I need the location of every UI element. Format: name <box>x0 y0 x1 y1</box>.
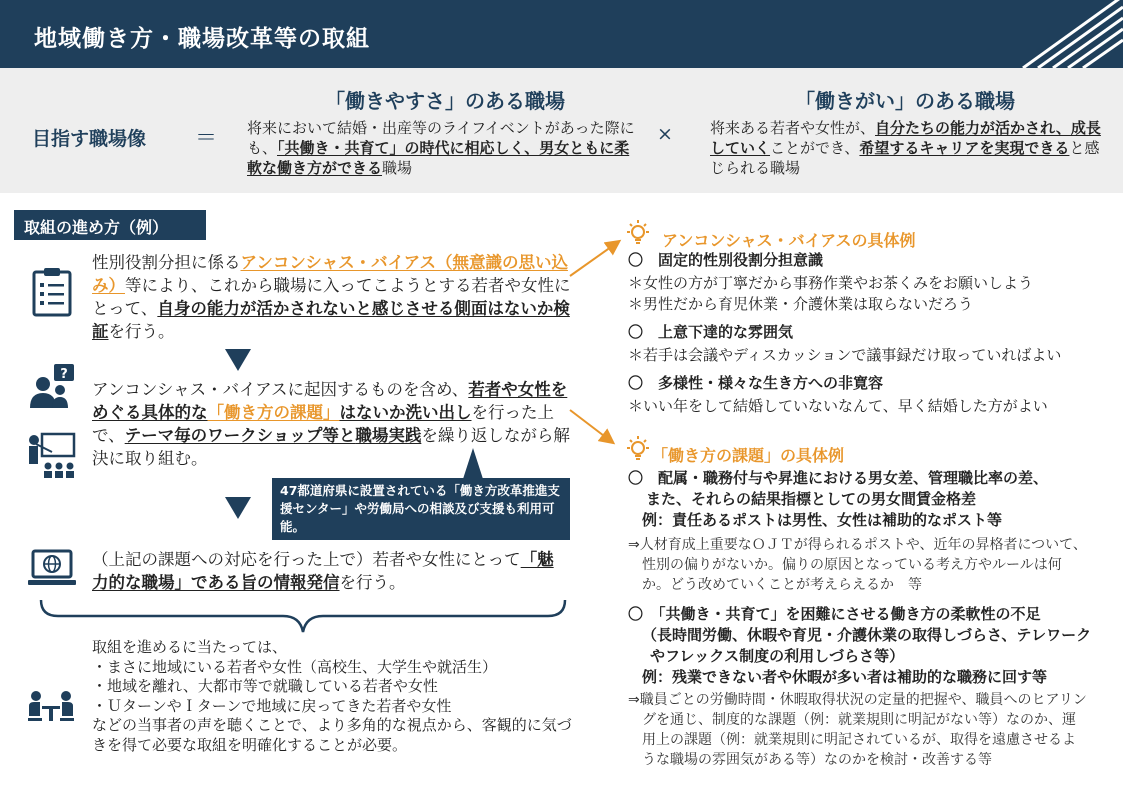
times-sign: × <box>657 123 673 145</box>
checklist-clipboard-icon <box>30 267 76 317</box>
callout-pointer <box>463 448 483 479</box>
issue-heading: 〇 「共働き・共育て」を困難にさせる働き方の柔軟性の不足 （長時間労働、休暇や育児・介護休業の取得しづらさ、テレワークやフレックス制度の利用しづらさ等） 例：残業できない者や休暇が多い者は補助的な職務に回す等 <box>628 605 1092 686</box>
considerations-note <box>92 638 572 755</box>
presentation-board-icon <box>26 432 76 478</box>
lightbulb-icon <box>624 435 652 463</box>
bias-group-heading: 〇 固定的性別役割分担意識 <box>628 251 824 269</box>
issue-note: ⇒職員ごとの労働時間・休暇取得状況の定量的把握や、職員へのヒアリングを通じ、制度的な課題（例：就業規則に明記がない等）なのか、運用上の課題（例：就業規則に明記されているが、取得を遠慮させるような職場の雰囲気がある等）なのかを検討・改善する等 <box>628 692 1087 768</box>
curly-brace <box>38 598 568 634</box>
flow-arrow-1 <box>225 349 251 371</box>
ease-heading: 「働きやすさ」のある職場 <box>325 89 565 113</box>
issue-examples-title: 「働き方の課題」の具体例 <box>652 446 845 465</box>
ease-description: 将来において結婚・出産等のライフイベントがあった際にも、「共働き・共育て」の時代に相応しく、男女ともに柔軟な働き方ができる職場 <box>247 119 635 177</box>
steps-label: 取組の進め方（例） <box>14 210 206 240</box>
bias-group-line: ＊女性の方が丁寧だから事務作業やお茶くみをお願いしよう <box>628 274 1034 292</box>
step1-text: 性別役割分担に係るアンコンシャス・バイアス（無意識の思い込み）等により、これから職場に入ってこようとする若者や女性にとって、自身の能力が活かされないと感じさせる側面はないか検証を行う。 <box>92 253 571 341</box>
svg-text:?: ? <box>60 367 68 382</box>
bias-group-line: ＊いい年をして結婚していないなんて、早く結婚した方がよい <box>628 397 1048 415</box>
laptop-globe-icon <box>27 549 77 589</box>
note-outro: などの当事者の声を聴くことで、より多角的な視点から、客観的に気づきを得て必要な取組を明確化することが必要。 <box>92 716 572 754</box>
lightbulb-icon <box>624 219 652 247</box>
rewarding-heading: 「働きがい」のある職場 <box>795 89 1015 113</box>
equals-sign: ＝ <box>195 126 218 151</box>
step2-text: アンコンシャス・バイアスに起因するものを含め、若者や女性をめぐる具体的な「働き方の課題」はないか洗い出しを行った上で、テーマ毎のワークショップ等と職場実践を繰り返しながら解決に取り組む。 <box>92 380 570 468</box>
note-intro: 取組を進めるに当たっては、 <box>92 638 288 656</box>
connector-arrows <box>568 236 628 450</box>
support-center-callout: 47都道府県に設置されている「働き方改革推進支援センター」や労働局への相談及び支援も利用可能。 <box>272 478 570 540</box>
bias-group-line: ＊若手は会議やディスカッションで議事録だけ取っていればよい <box>628 346 1062 364</box>
rewarding-description: 将来ある若者や女性が、自分たちの能力が活かされ、成長していくことができ、希望するキャリアを実現できると感じられる職場 <box>710 119 1101 177</box>
step3-text: （上記の課題への対応を行った上で）若者や女性にとって「魅力的な職場」である旨の情報発信を行う。 <box>92 550 554 592</box>
note-item: ・ＵターンやＩターンで地域に戻ってきた若者や女性 <box>92 696 452 715</box>
bias-group-line: ＊男性だから育児休業・介護休業は取らないだろう <box>628 295 974 313</box>
goal-band <box>0 68 1123 193</box>
bias-examples-title: アンコンシャス・バイアスの具体例 <box>662 231 916 250</box>
issue-note: ⇒人材育成上重要なＯＪＴが得られるポストや、近年の昇格者について、性別の偏りがないか。偏りの原因となっている考え方やルールは何か。どう改めていくことが考えらえるか 等 <box>628 537 1087 593</box>
bias-group-heading: 〇 上意下達的な雰囲気 <box>628 323 794 341</box>
note-item: ・地域を離れ、大都市等で就職している若者や女性 <box>92 677 438 695</box>
page-header <box>0 0 1123 68</box>
note-item: ・まさに地域にいる若者や女性（高校生、大学生や就活生） <box>92 657 498 676</box>
goal-label: 目指す職場像 <box>32 128 147 150</box>
page-title: 地域働き方・職場改革等の取組 <box>34 26 370 52</box>
bias-group-heading: 〇 多様性・様々な生き方への非寛容 <box>628 374 884 392</box>
flow-arrow-2 <box>225 497 251 519</box>
meeting-people-icon <box>26 690 76 724</box>
header-stripes-decoration <box>983 0 1123 68</box>
issue-heading: 〇 配属・職務付与や昇進における男女差、管理職比率の差、 また、それらの結果指標としての男女間賃金格差 例：責任あるポストは男性、女性は補助的なポスト等 <box>628 469 1049 529</box>
person-question-icon <box>28 364 76 410</box>
